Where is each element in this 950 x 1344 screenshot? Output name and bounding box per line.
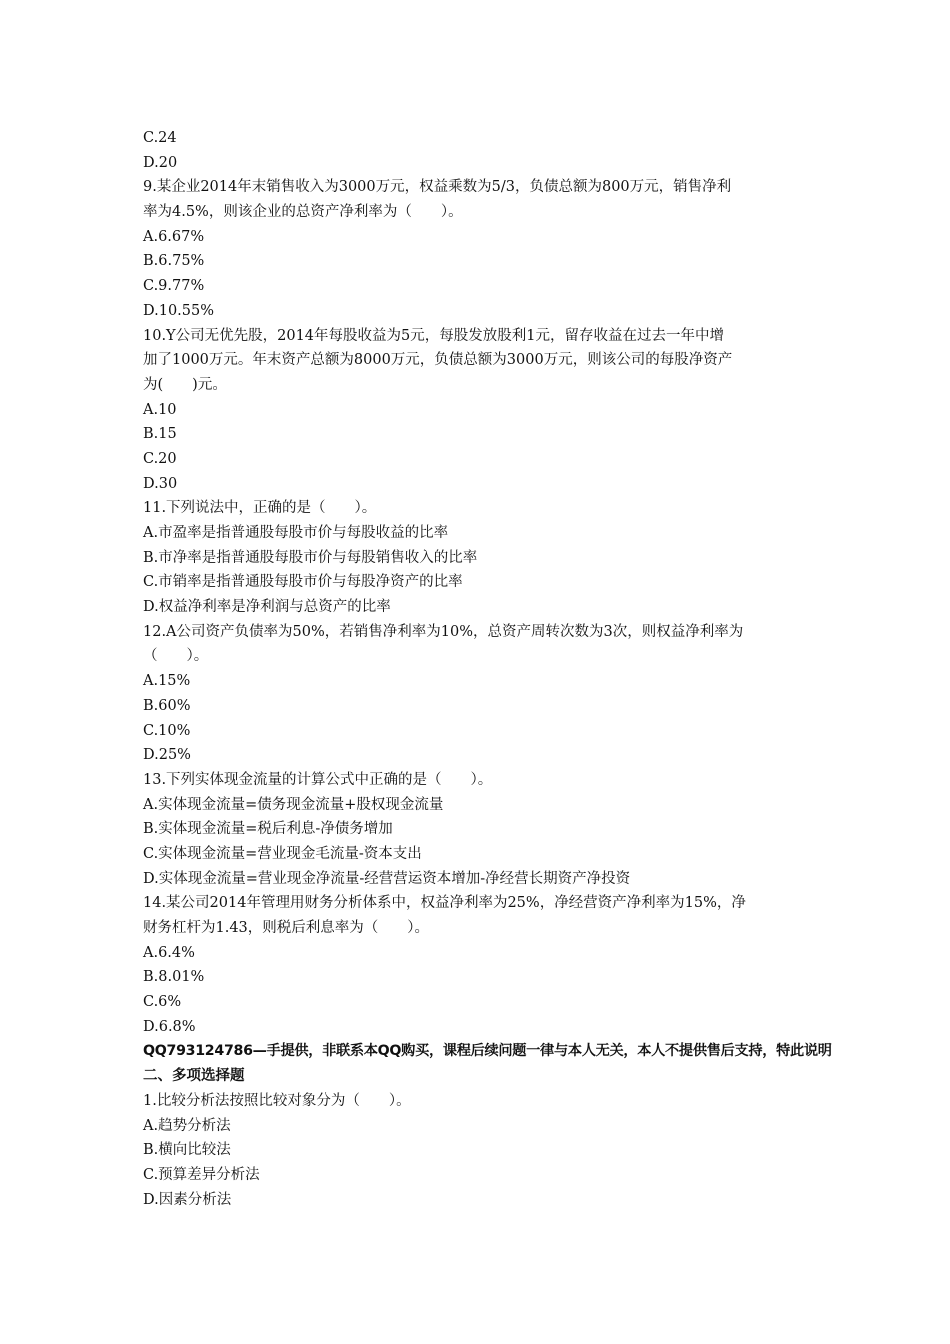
- question-text: 10.Y公司无优先股，2014年每股收益为5元，每股发放股利1元，留存收益在过去一年中增: [143, 327, 724, 344]
- option-line: B.市净率是指普通股每股市价与每股销售收入的比率: [143, 549, 478, 566]
- question-block: [143, 496, 843, 619]
- option-line: A.10: [143, 401, 177, 418]
- option-line: C.实体现金流量=营业现金毛流量-资本支出: [143, 845, 422, 862]
- option-line: C.预算差异分析法: [143, 1166, 260, 1183]
- question-block: [143, 175, 843, 323]
- question-text: 11.下列说法中，正确的是（ ）。: [143, 500, 377, 517]
- option-line: A.实体现金流量=债务现金流量+股权现金流量: [143, 796, 444, 813]
- option-line: A.市盈率是指普通股每股市价与每股收益的比率: [143, 525, 449, 541]
- question-text: 13.下列实体现金流量的计算公式中正确的是（ ）。: [143, 771, 493, 788]
- question-block: [143, 620, 843, 768]
- question-text: 1.比较分析法按照比较对象分为（ ）。: [143, 1092, 411, 1109]
- question-text: 加了1000万元。年末资产总额为8000万元，负债总额为3000万元，则该公司的每股净资产: [143, 352, 733, 369]
- option-line: D.25%: [143, 747, 191, 764]
- option-line: B.8.01%: [143, 969, 205, 986]
- option-line: C.20: [143, 450, 177, 467]
- option-line: C.10%: [143, 722, 191, 739]
- option-line: D.30: [143, 475, 178, 492]
- option-line: D.因素分析法: [143, 1191, 232, 1208]
- question-block: [143, 891, 843, 1039]
- document-page: [143, 126, 843, 1212]
- option-line: C.市销率是指普通股每股市价与每股净资产的比率: [143, 574, 463, 591]
- option-line: D.10.55%: [143, 302, 215, 319]
- seller-notice: QQ793124786—手提供，非联系本QQ购买，课程后续问题一律与本人无关，本人不提供售后支持，特此说明: [143, 1043, 832, 1060]
- question-block: [143, 324, 843, 497]
- option-line: D.20: [143, 154, 178, 171]
- option-line: D.实体现金流量=营业现金净流量-经营营运资本增加-净经营长期资产净投资: [143, 870, 631, 887]
- option-line: B.6.75%: [143, 253, 205, 270]
- option-line: D.6.8%: [143, 1018, 196, 1035]
- question-text: 12.A公司资产负债率为50%，若销售净利率为10%，总资产周转次数为3次，则权益净利率为: [143, 623, 744, 640]
- option-line: C.9.77%: [143, 278, 205, 295]
- option-line: C.6%: [143, 994, 182, 1011]
- question-text: 为( )元。: [143, 376, 227, 393]
- question-block: [143, 1089, 843, 1212]
- option-line: A.6.4%: [143, 944, 195, 961]
- option-line: A.15%: [143, 673, 191, 690]
- option-line: B.15: [143, 426, 177, 443]
- option-line: B.实体现金流量=税后利息-净债务增加: [143, 821, 393, 838]
- question-text: 14.某公司2014年管理用财务分析体系中，权益净利率为25%，净经营资产净利率为15%，净: [143, 895, 746, 912]
- question-text: 财务杠杆为1.43，则税后利息率为（ ）。: [143, 920, 430, 936]
- question-text: （ ）。: [143, 648, 209, 665]
- section-title: 二、多项选择题: [143, 1068, 245, 1085]
- option-line: B.60%: [143, 697, 191, 714]
- option-line: C.24: [143, 130, 177, 146]
- question-text: 率为4.5%，则该企业的总资产净利率为（ ）。: [143, 204, 463, 221]
- option-line: B.横向比较法: [143, 1142, 231, 1159]
- question-text: 9.某企业2014年末销售收入为3000万元，权益乘数为5/3，负债总额为800万元，销售净利: [143, 179, 732, 196]
- question-block: [143, 768, 843, 891]
- option-line: A.6.67%: [143, 228, 205, 245]
- option-line: D.权益净利率是净利润与总资产的比率: [143, 599, 391, 616]
- option-line: A.趋势分析法: [143, 1117, 231, 1134]
